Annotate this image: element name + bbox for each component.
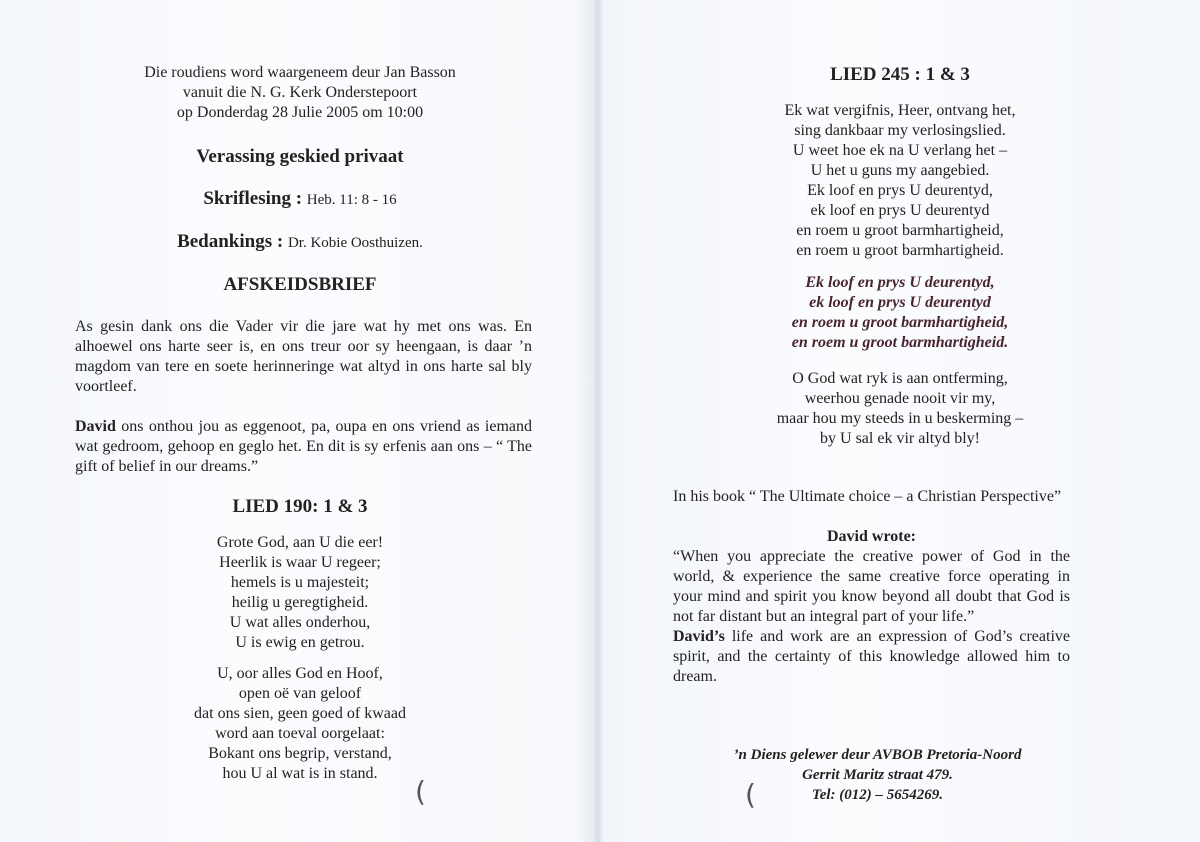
book-intro: In his book “ The Ultimate choice – a Christian Perspective” [673, 488, 1062, 505]
farewell-title: AFSKEIDSBRIEF [223, 274, 377, 295]
verse-line: Ek loof en prys U deurentyd, [807, 182, 993, 199]
refrain-line: en roem u groot barmhartigheid. [791, 334, 1009, 351]
cremation-notice: Verassing geskied privaat [196, 146, 404, 167]
verse-line: by U sal ek vir altyd bly! [820, 430, 980, 447]
david-quote: “When you appreciate the creative power of God in the world, & experience the same creative force operating in your mind and spirit you know beyond all doubt that God is not far distant but an integral part of your life.” [673, 548, 1070, 625]
verse-line: ek loof en prys U deurentyd [810, 202, 990, 219]
thanks [0, 231, 600, 253]
verse-line: hemels is u majesteit; [230, 574, 370, 591]
verse-line: U wat alles onderhou, [229, 614, 371, 631]
verse-line: heilig u geregtigheid. [231, 594, 369, 611]
farewell-paragraph-1: As gesin dank ons die Vader vir die jare wat hy met ons was. En alhoewel ons harte seer is, en ons treur oor sy heengaan, is daar ’n magdom van tere en soete herinneringe wat altyd in ons harte sal bly voortleef. [75, 318, 532, 395]
thanks-value: Dr. Kobie Oosthuizen. [287, 235, 423, 251]
verse-line: hou U al wat is in stand. [222, 765, 378, 782]
verse-line: word aan toeval oorgelaat: [215, 725, 385, 742]
verse-line: Grote God, aan U die eer! [216, 534, 384, 551]
scripture-value: Heb. 11: 8 - 16 [306, 192, 397, 208]
verse-line: Heerlik is waar U regeer; [219, 554, 381, 571]
verse-line: O God wat ryk is aan ontferming, [792, 370, 1008, 387]
scripture-label: Skriflesing : [203, 188, 303, 209]
thanks-label: Bedankings : [177, 231, 284, 252]
closing-name: David’s [673, 628, 725, 645]
funeral-service-credit [680, 745, 1075, 805]
paper-mark: ( [415, 775, 426, 808]
verse-line: open oë van geloof [238, 685, 362, 702]
verse-line: sing dankbaar my verlosingslied. [794, 122, 1006, 139]
service-church: vanuit die N. G. Kerk Onderstepoort [182, 84, 418, 101]
verse-line: Bokant ons begrip, verstand, [208, 745, 392, 762]
verse-line: U weet hoe ek na U verlang het – [792, 142, 1008, 159]
closing-paragraph [673, 627, 1070, 687]
hymn-190-verse-1 [0, 533, 600, 653]
service-date: op Donderdag 28 Julie 2005 om 10:00 [176, 104, 424, 121]
refrain-line: ek loof en prys U deurentyd [809, 294, 991, 311]
footer-line: ’n Diens gelewer deur AVBOB Pretoria-Noord [733, 747, 1022, 763]
paper-mark: ( [745, 778, 756, 811]
hymn-190-title: LIED 190: 1 & 3 [232, 496, 368, 517]
footer-line: Gerrit Maritz straat 479. [802, 767, 953, 783]
footer-line: Tel: (012) – 5654269. [811, 787, 944, 803]
refrain-line: Ek loof en prys U deurentyd, [805, 274, 995, 291]
refrain-line: en roem u groot barmhartigheid, [791, 314, 1009, 331]
service-officiant: Die roudiens word waargeneem deur Jan Basson [144, 64, 456, 81]
farewell-paragraph-2 [75, 417, 532, 477]
scripture-reading [0, 188, 600, 210]
hymn-245-verse-3 [600, 369, 1200, 449]
verse-line: maar hou my steeds in u beskerming – [776, 410, 1024, 427]
verse-line: U het u guns my aangebied. [810, 162, 990, 179]
david-wrote: David wrote: [826, 528, 917, 545]
verse-line: dat ons sien, geen goed of kwaad [194, 705, 406, 722]
hymn-190-verse-3 [0, 664, 600, 784]
verse-line: U is ewig en getrou. [235, 634, 365, 651]
verse-line: Ek wat vergifnis, Heer, ontvang het, [784, 102, 1016, 119]
hymn-245-refrain [600, 273, 1200, 353]
verse-line: en roem u groot barmhartigheid, [796, 222, 1004, 239]
hymn-245-title: LIED 245 : 1 & 3 [830, 64, 970, 85]
hymn-245-verse-1 [600, 101, 1200, 261]
farewell-paragraph-2-text: ons onthou jou as eggenoot, pa, oupa en ons vriend as iemand wat gedroom, gehoop en geglo het. En dit is sy erfenis aan ons – “ The gift of belief in our dreams.” [75, 418, 532, 475]
verse-line: U, oor alles God en Hoof, [217, 665, 383, 682]
verse-line: weerhou genade nooit vir my, [804, 390, 996, 407]
farewell-name: David [75, 418, 116, 435]
closing-text: life and work are an expression of God’s creative spirit, and the certainty of this knowledge allowed him to dream. [673, 628, 1070, 685]
verse-line: en roem u groot barmhartigheid. [796, 242, 1004, 259]
